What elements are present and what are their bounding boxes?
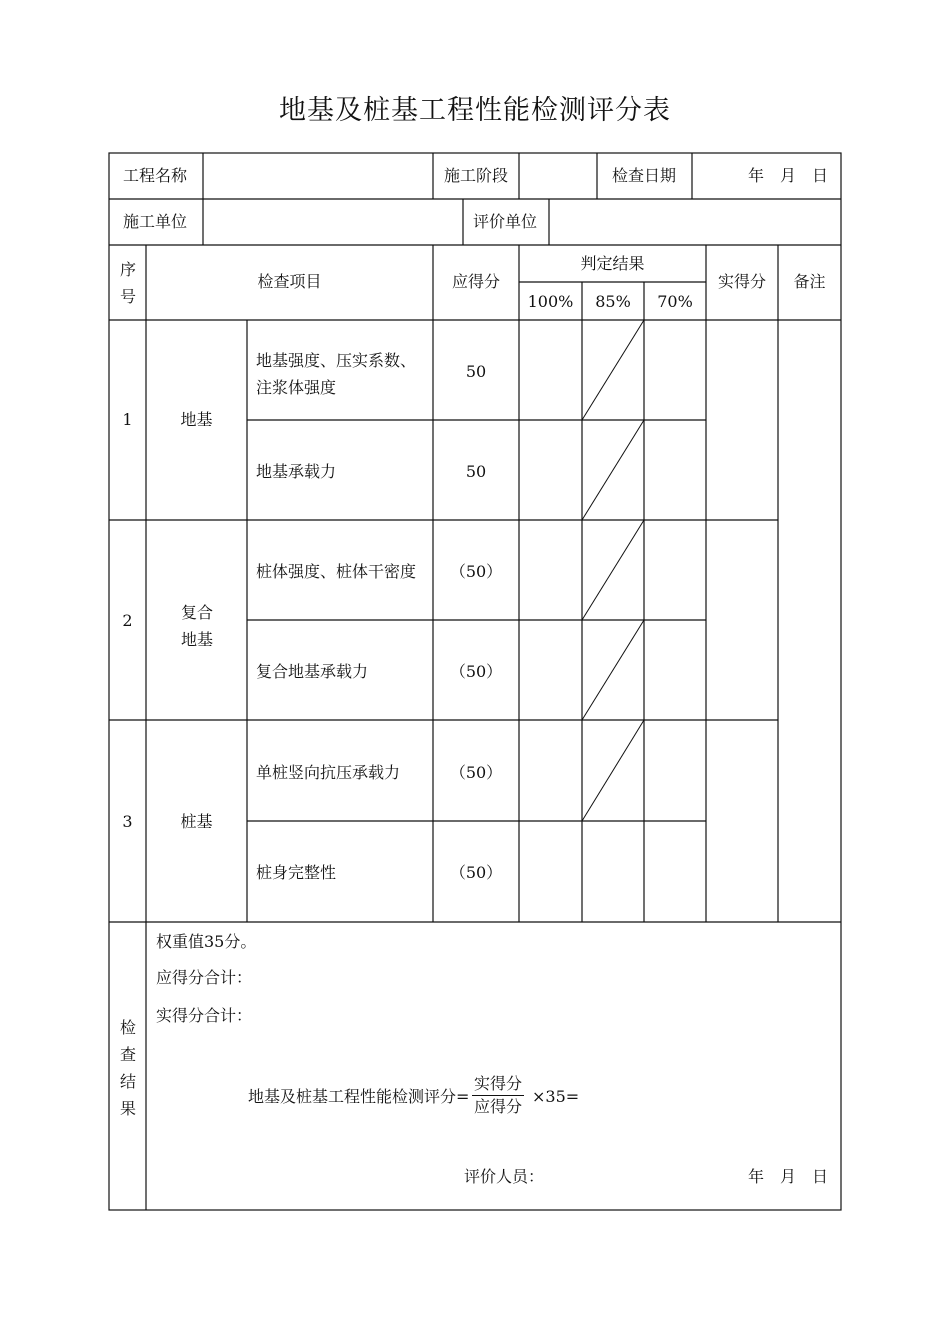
col-due-score-header: 应得分 xyxy=(451,272,500,291)
col-remark-header: 备注 xyxy=(793,272,826,291)
page-title: 地基及桩基工程性能检测评分表 xyxy=(279,95,671,126)
evaluator-label: 评价人员： xyxy=(464,1167,545,1186)
item-label: 桩身完整性 xyxy=(256,863,337,882)
formula-fraction xyxy=(472,1074,524,1117)
formula-suffix: ×35= xyxy=(532,1087,580,1106)
group-seq-3: 3 xyxy=(122,812,133,831)
formula-prefix: 地基及桩基工程性能检测评分= xyxy=(248,1087,470,1106)
group-name-3: 桩基 xyxy=(180,812,213,831)
group-seq-1: 1 xyxy=(122,410,133,429)
item-score: （50） xyxy=(449,863,503,882)
item-label: 地基强度、压实系数、注浆体强度 xyxy=(256,351,417,397)
evaluation-unit-field[interactable] xyxy=(550,200,840,244)
col-pct85-header: 85% xyxy=(595,292,631,311)
check-date-value[interactable]: 年 月 日 xyxy=(748,166,829,185)
evaluation-unit-label: 评价单位 xyxy=(473,212,538,231)
na-slash-85 xyxy=(582,720,644,821)
na-slash-85 xyxy=(582,620,644,720)
group-seq-2: 2 xyxy=(122,611,133,630)
na-slash-85 xyxy=(582,420,644,520)
item-score: 50 xyxy=(465,362,487,381)
item-label: 桩体强度、桩体干密度 xyxy=(256,562,417,581)
construction-unit-label: 施工单位 xyxy=(123,212,188,231)
item-score: （50） xyxy=(449,562,503,581)
item-score: （50） xyxy=(449,662,503,681)
construction-unit-field[interactable] xyxy=(204,200,462,244)
group-name-1: 地基 xyxy=(180,410,213,429)
formula-denominator: 应得分 xyxy=(474,1097,523,1116)
phase-field[interactable] xyxy=(520,154,596,198)
project-name-label: 工程名称 xyxy=(123,166,188,185)
group-name-2: 复合地基 xyxy=(180,603,213,649)
col-actual-score-header: 实得分 xyxy=(717,272,766,291)
col-judgement-header: 判定结果 xyxy=(580,254,645,273)
project-name-field[interactable] xyxy=(204,154,432,198)
na-slash-85 xyxy=(582,520,644,620)
item-label: 单桩竖向抗压承载力 xyxy=(256,763,401,782)
weight-text: 权重值35分。 xyxy=(156,932,257,951)
formula-numerator: 实得分 xyxy=(472,1074,524,1096)
actual-total-text: 实得分合计： xyxy=(156,1006,253,1025)
item-label: 复合地基承载力 xyxy=(256,662,369,681)
col-pct100-header: 100% xyxy=(527,292,574,311)
result-label: 检查结果 xyxy=(119,1018,136,1118)
due-total-text: 应得分合计： xyxy=(156,968,253,987)
col-item-header: 检查项目 xyxy=(257,272,322,291)
col-pct70-header: 70% xyxy=(657,292,693,311)
item-label: 地基承载力 xyxy=(256,462,337,481)
na-slash-85 xyxy=(582,320,644,420)
col-seq-header: 序号 xyxy=(119,260,136,306)
item-score: 50 xyxy=(465,462,487,481)
phase-label: 施工阶段 xyxy=(444,166,509,185)
item-score: （50） xyxy=(449,763,503,782)
check-date-label: 检查日期 xyxy=(612,166,677,185)
result-date[interactable]: 年 月 日 xyxy=(748,1167,829,1186)
